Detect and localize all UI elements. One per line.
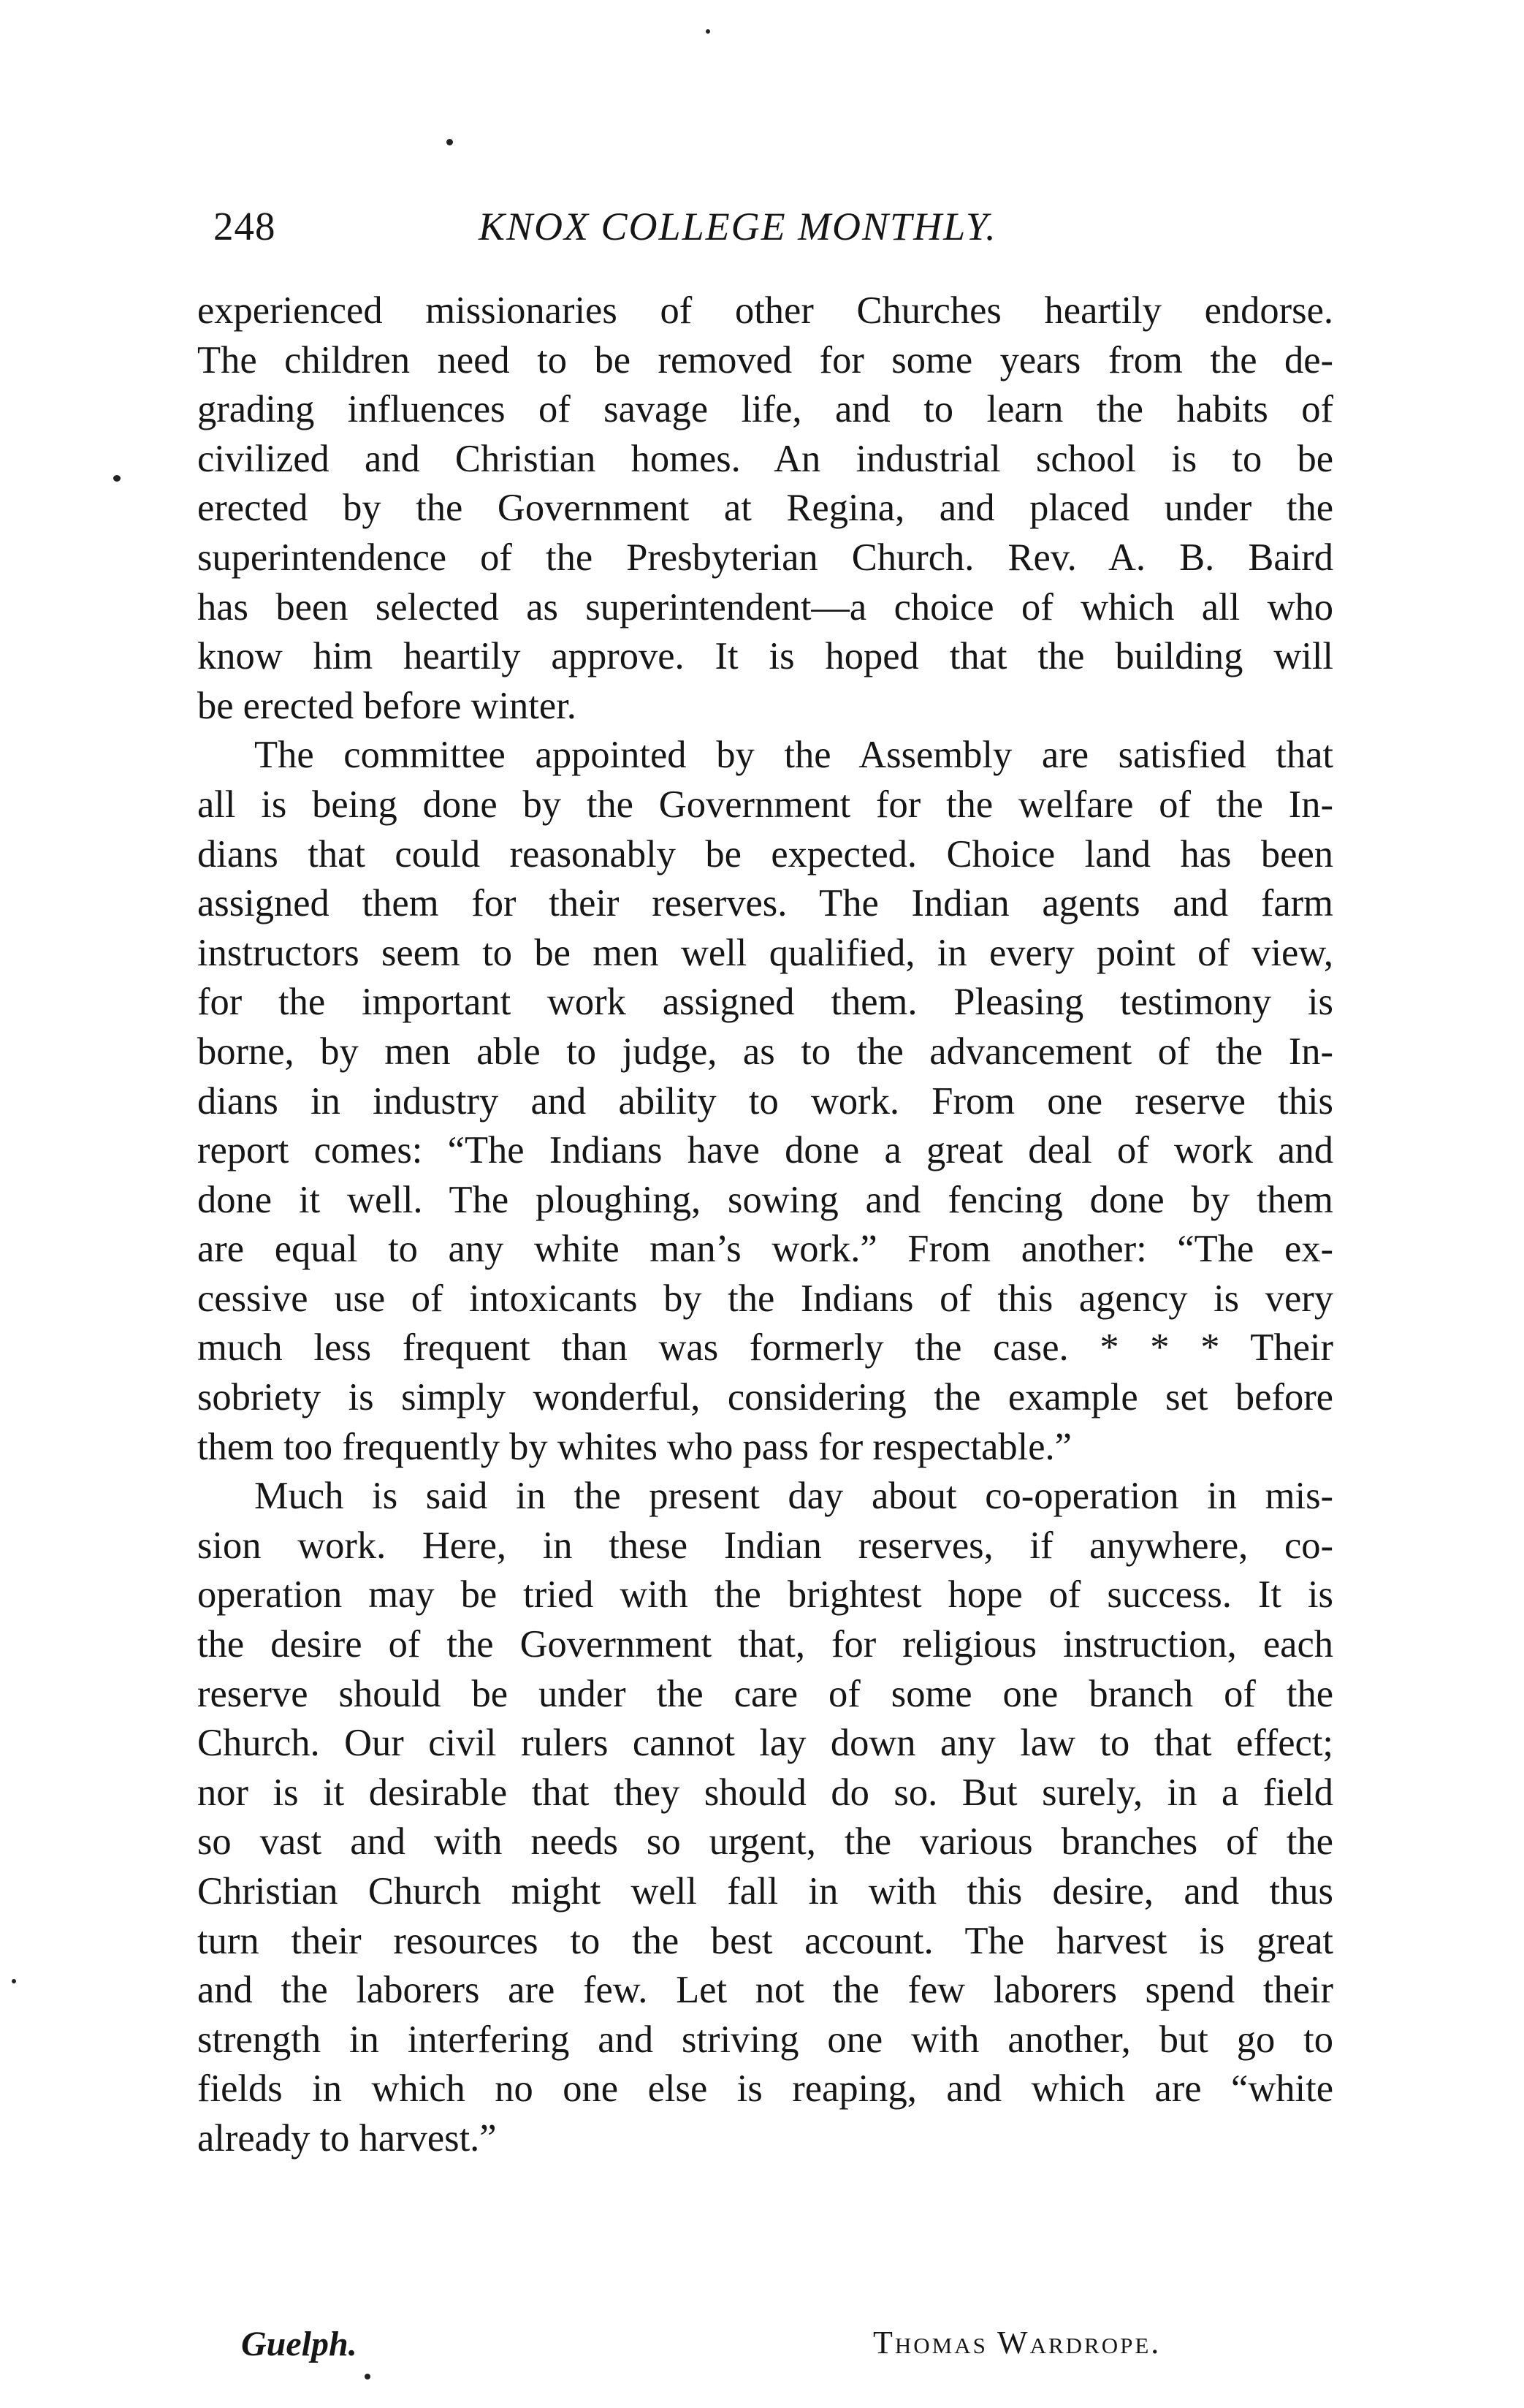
text-line: has been selected as superintendent—a choice of which all who (197, 585, 1333, 628)
paragraph-2 (197, 731, 1333, 1472)
text-line: be erected before winter. (197, 684, 576, 727)
text-line: fields in which no one else is reaping, and which are “white (197, 2067, 1333, 2111)
text-line: for the important work assigned them. Pleasing testimony is (197, 981, 1333, 1024)
text-line: erected by the Government at Regina, and placed under the (197, 487, 1333, 530)
paragraph-3 (197, 1472, 1333, 2163)
text-line: sobriety is simply wonderful, considering the example set before (197, 1376, 1333, 1419)
page-header (0, 194, 1524, 259)
text-line: know him heartily approve. It is hoped that the building will (197, 635, 1333, 678)
running-head: KNOX COLLEGE MONTHLY. (479, 205, 997, 248)
text-line: borne, by men able to judge, as to the advancement of the In- (197, 1030, 1333, 1073)
text-line: so vast and with needs so urgent, the various branches of the (197, 1820, 1333, 1864)
text-line: Church. Our civil rulers cannot lay down any law to that effect; (197, 1722, 1333, 1765)
text-line: already to harvest.” (197, 2116, 497, 2160)
print-speck-left-lower (12, 1979, 16, 1983)
article-body (197, 286, 1333, 2164)
text-line: grading influences of savage life, and to learn the habits of (197, 388, 1333, 431)
text-line: and the laborers are few. Let not the few laborers spend their (197, 1969, 1333, 2012)
text-line: them too frequently by whites who pass for respectable.” (197, 1425, 1072, 1468)
text-line: strength in interfering and striving one with another, but go to (197, 2018, 1333, 2061)
text-line: operation may be tried with the brightest hope of success. It is (197, 1573, 1333, 1617)
text-line: nor is it desirable that they should do so. But surely, in a field (197, 1771, 1333, 1814)
text-line: much less frequent than was formerly the case. * * * Their (197, 1326, 1333, 1370)
text-line: Much is said in the present day about co-operation in mis- (254, 1475, 1333, 1518)
text-line: the desire of the Government that, for religious instruction, each (197, 1623, 1333, 1666)
print-speck-top (706, 29, 710, 34)
text-line: The children need to be removed for some years from the de- (197, 338, 1333, 381)
text-line: report comes: “The Indians have done a great deal of work and (197, 1129, 1333, 1172)
text-line: turn their resources to the best account. The harvest is great (197, 1919, 1333, 1962)
text-line: dians that could reasonably be expected. Choice land has been (197, 832, 1333, 876)
text-line: The committee appointed by the Assembly are satisfied that (254, 734, 1333, 777)
text-line: done it well. The ploughing, sowing and fencing done by them (197, 1178, 1333, 1221)
print-speck-upper (446, 139, 453, 145)
text-line: are equal to any white man’s work.” From another: “The ex- (197, 1228, 1333, 1271)
text-line: dians in industry and ability to work. From one reserve this (197, 1079, 1333, 1123)
signoff (0, 2324, 1524, 2382)
page-number: 248 (213, 204, 276, 248)
text-line: reserve should be under the care of some one branch of the (197, 1672, 1333, 1715)
text-line: assigned them for their reserves. The Indian agents and farm (197, 882, 1333, 925)
signoff-place: Guelph. (241, 2325, 357, 2363)
print-speck-left-margin (113, 475, 121, 482)
text-line: civilized and Christian homes. An industrial school is to be (197, 437, 1333, 480)
text-line: experienced missionaries of other Churches heartily endorse. (197, 289, 1333, 332)
text-line: sion work. Here, in these Indian reserves, if anywhere, co- (197, 1524, 1333, 1567)
text-line: all is being done by the Government for the welfare of the In- (197, 783, 1333, 826)
text-line: superintendence of the Presbyterian Church. Rev. A. B. Baird (197, 536, 1333, 579)
text-line: cessive use of intoxicants by the Indians of this agency is very (197, 1277, 1333, 1320)
text-line: Christian Church might well fall in with this desire, and thus (197, 1870, 1333, 1913)
paragraph-1 (197, 286, 1333, 731)
text-line: instructors seem to be men well qualified, in every point of view, (197, 931, 1333, 974)
signoff-author: Thomas Wardrope. (873, 2325, 1162, 2360)
